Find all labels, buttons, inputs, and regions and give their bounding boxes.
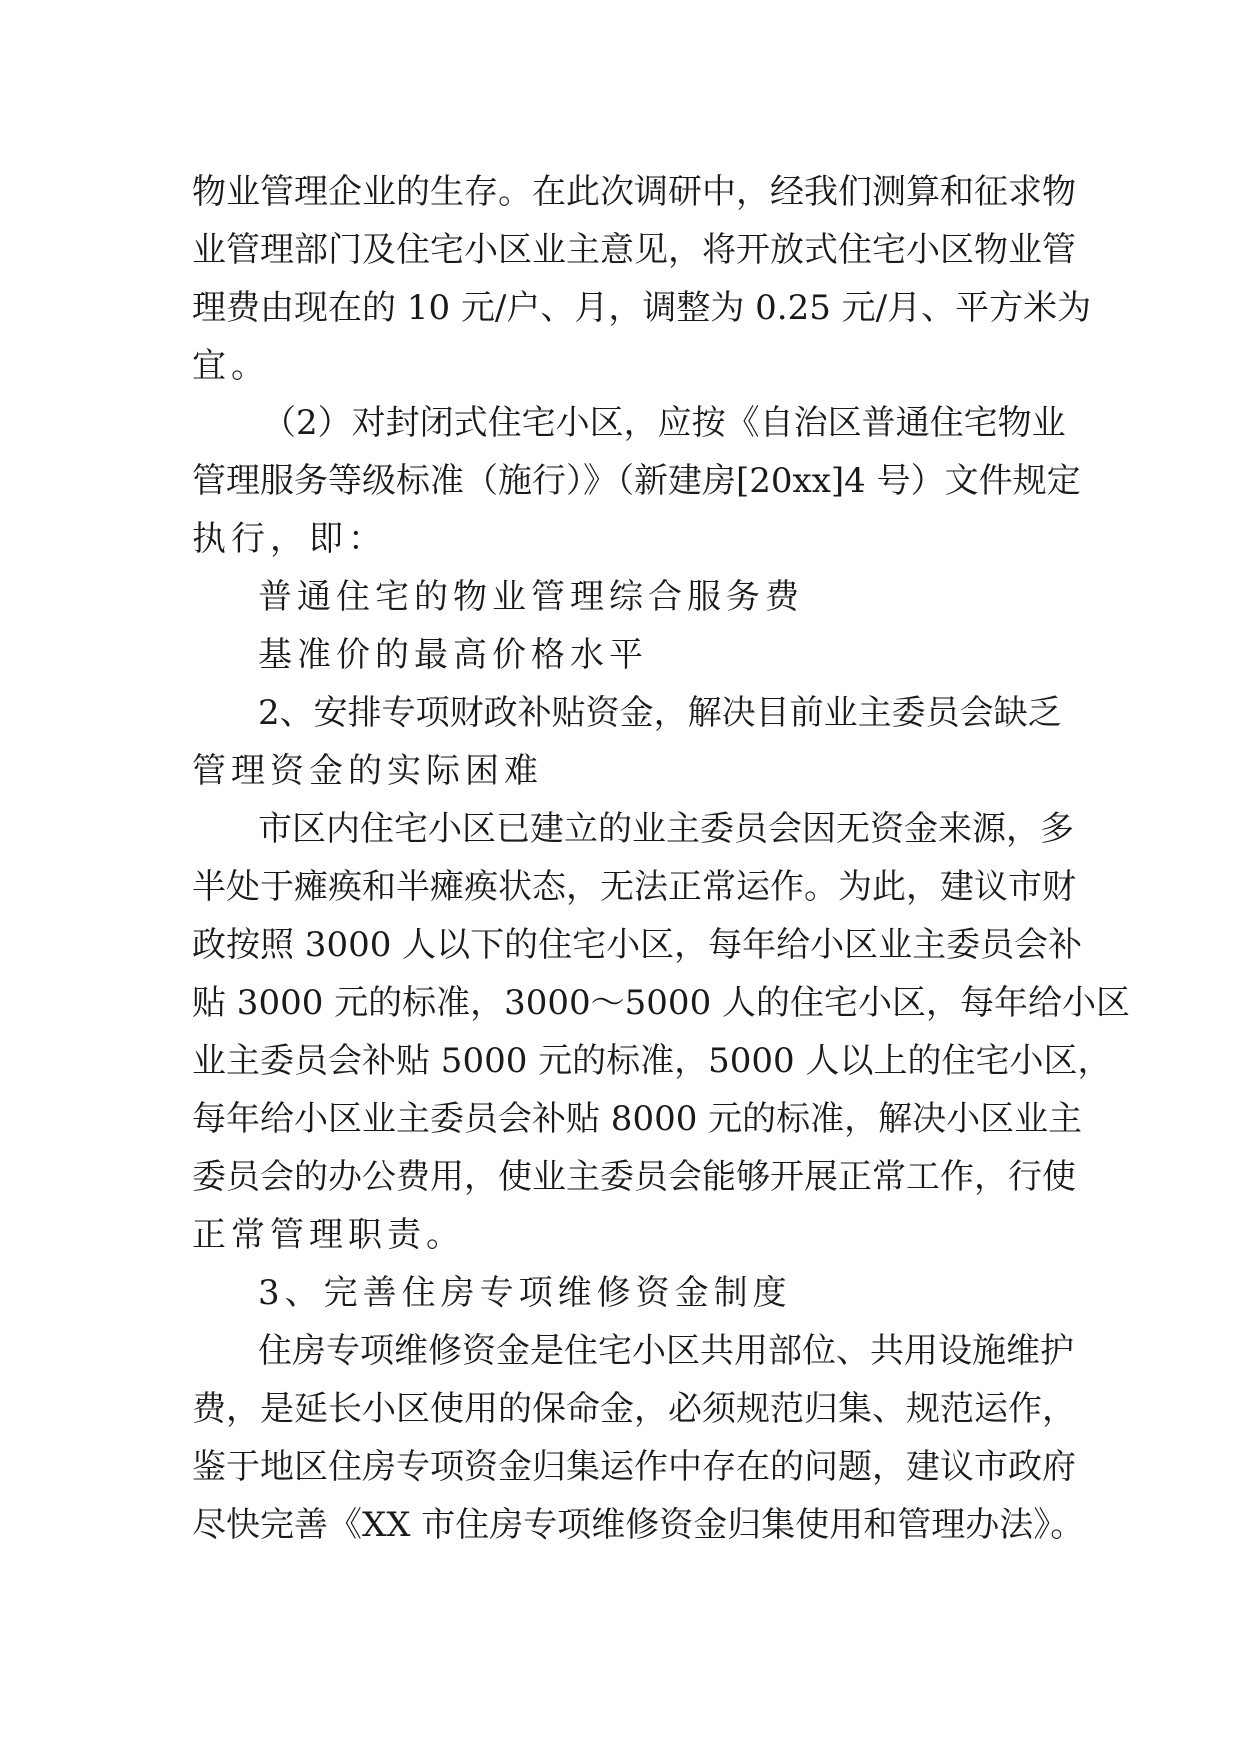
paragraph-line: 正常管理职责。: [192, 1215, 465, 1255]
paragraph-line: 市区内住宅小区已建立的业主委员会因无资金来源，多: [258, 809, 1074, 849]
paragraph-line: 贴 3000 元的标准，3000～5000 人的住宅小区，每年给小区: [192, 983, 1131, 1023]
paragraph-line: 物业管理企业的生存。在此次调研中，经我们测算和征求物: [192, 172, 1076, 212]
paragraph-line: 执行，即：: [192, 519, 387, 559]
paragraph-line: （2）对封闭式住宅小区，应按《自治区普通住宅物业: [262, 403, 1066, 443]
paragraph-line: 半处于瘫痪和半瘫痪状态，无法正常运作。为此，建议市财: [192, 867, 1076, 907]
paragraph-line: 业管理部门及住宅小区业主意见，将开放式住宅小区物业管: [192, 230, 1076, 270]
paragraph-line: 理费由现在的 10 元/户、月，调整为 0.25 元/月、平方米为: [192, 288, 1092, 328]
paragraph-line: 政按照 3000 人以下的住宅小区，每年给小区业主委员会补: [192, 925, 1083, 965]
paragraph-line: 委员会的办公费用，使业主委员会能够开展正常工作，行使: [192, 1157, 1076, 1197]
paragraph-line: 费，是延长小区使用的保命金，必须规范归集、规范运作，: [192, 1389, 1076, 1429]
section-heading-line: 2、安排专项财政补贴资金，解决目前业主委员会缺乏: [258, 693, 1062, 733]
paragraph-line: 基准价的最高价格水平: [258, 635, 648, 675]
paragraph-line: 宜。: [192, 346, 270, 386]
paragraph-line: 住房专项维修资金是住宅小区共用部位、共用设施维护: [258, 1331, 1074, 1371]
paragraph-line: 管理服务等级标准（施行）》（新建房[20xx]4 号）文件规定: [192, 461, 1081, 501]
section-heading-line: 管理资金的实际困难: [192, 751, 543, 791]
paragraph-line: 尽快完善《XX 市住房专项维修资金归集使用和管理办法》。: [192, 1505, 1085, 1545]
paragraph-line: 业主委员会补贴 5000 元的标准，5000 人以上的住宅小区，: [192, 1041, 1112, 1081]
paragraph-line: 鉴于地区住房专项资金归集运作中存在的问题，建议市政府: [192, 1447, 1076, 1487]
paragraph-line: 普通住宅的物业管理综合服务费: [258, 577, 804, 617]
section-heading-line: 3、完善住房专项维修资金制度: [258, 1273, 792, 1313]
paragraph-line: 每年给小区业主委员会补贴 8000 元的标准，解决小区业主: [192, 1099, 1083, 1139]
